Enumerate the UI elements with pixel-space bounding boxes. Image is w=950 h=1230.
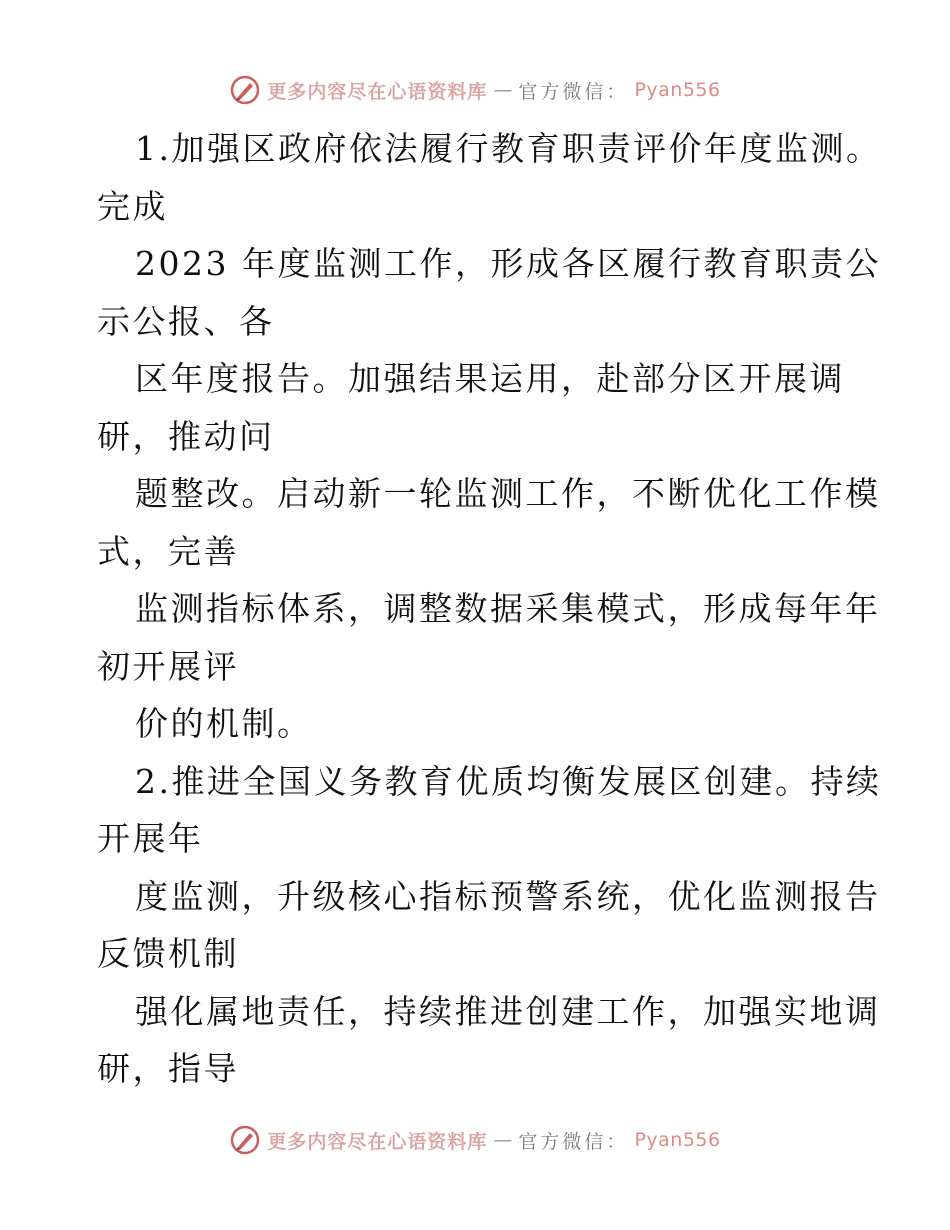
text-line: 初开展评 xyxy=(97,646,239,686)
watermark-id: Pyan556 xyxy=(634,79,721,101)
text-line: 2.推进全国义务教育优质均衡发展区创建。持续 xyxy=(135,761,882,801)
watermark-sub-text: 官方微信： xyxy=(518,1130,629,1153)
pen-logo-icon xyxy=(229,1124,261,1156)
watermark-dash: — xyxy=(493,79,513,101)
watermark-sub-text: 官方微信： xyxy=(518,80,629,103)
text-line: 反馈机制 xyxy=(97,934,239,973)
text-line: 式，完善 xyxy=(97,531,239,571)
text-line: 研，指导 xyxy=(97,1049,239,1088)
pen-logo-icon xyxy=(229,74,261,106)
text-line: 2023 年度监测工作，形成各区履行教育职责公 xyxy=(135,244,881,283)
text-line: 题整改。启动新一轮监测工作，不断优化工作模 xyxy=(135,474,881,513)
watermark-main-text: 更多内容尽在心语资料库 xyxy=(267,1130,488,1153)
watermark-main-text: 更多内容尽在心语资料库 xyxy=(267,80,488,103)
text-line: 研，推动问 xyxy=(97,416,275,456)
text-line: 强化属地责任，持续推进创建工作，加强实地调 xyxy=(135,991,881,1031)
text-line: 度监测，升级核心指标预警系统，优化监测报告 xyxy=(135,876,881,916)
text-line: 区年度报告。加强结果运用，赴部分区开展调 xyxy=(135,359,845,398)
text-line: 开展年 xyxy=(97,819,204,858)
document-body xyxy=(97,120,882,1098)
text-line: 监测指标体系，调整数据采集模式，形成每年年 xyxy=(135,589,881,628)
footer-watermark xyxy=(0,1120,950,1160)
watermark-id: Pyan556 xyxy=(634,1129,721,1151)
text-line: 1.加强区政府依法履行教育职责评价年度监测。 xyxy=(135,129,882,168)
watermark-dash: — xyxy=(493,1129,513,1151)
text-line: 示公报、各 xyxy=(97,301,275,341)
text-line: 价的机制。 xyxy=(135,704,313,743)
text-line: 完成 xyxy=(97,186,168,226)
header-watermark xyxy=(0,70,950,110)
